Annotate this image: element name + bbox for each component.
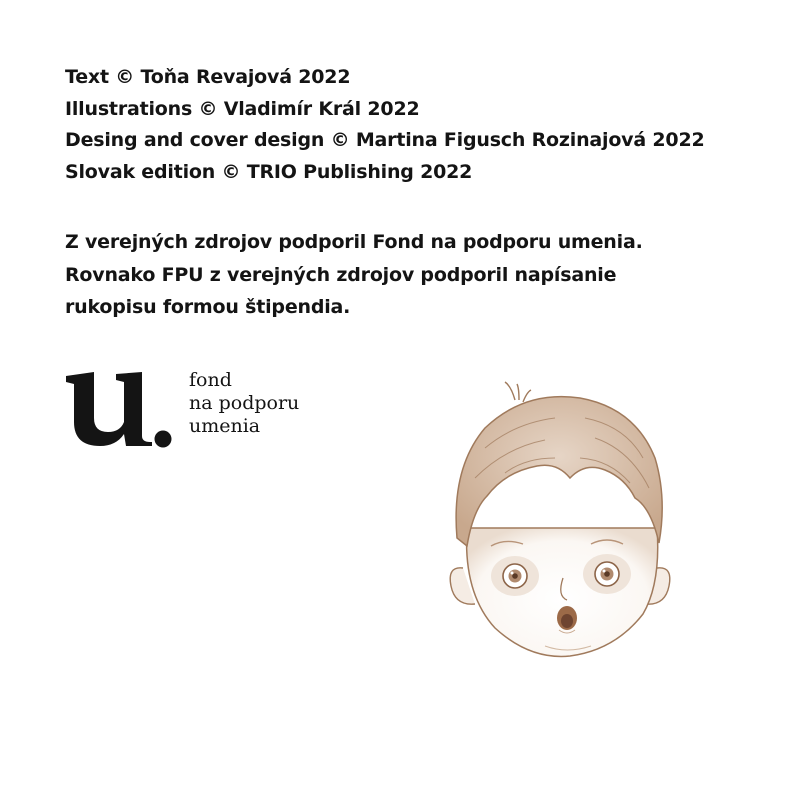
credit-text: Text © Toňa Revajová 2022: [65, 66, 351, 88]
child-face-sketch: [445, 378, 675, 663]
funding-line: rukopisu formou štipendia.: [65, 296, 351, 318]
funding-note: [65, 226, 643, 324]
logo-word: fond: [189, 369, 232, 391]
logo-word: na podporu: [189, 392, 300, 414]
credit-edition: Slovak edition © TRIO Publishing 2022: [65, 160, 473, 183]
funding-line: Rovnako FPU z verejných zdrojov podporil napísanie: [65, 263, 617, 286]
copyright-credits: [65, 62, 704, 188]
funding-line: Z verejných zdrojov podporil Fond na podporu umenia.: [65, 231, 643, 253]
fpu-logo-icon: [64, 366, 179, 456]
credit-design: Desing and cover design © Martina Figusch Rozinajová 2022: [65, 129, 705, 151]
logo-word: umenia: [189, 415, 261, 437]
credit-illustrations: Illustrations © Vladimír Král 2022: [65, 97, 420, 120]
logo-wordmark: [189, 369, 299, 438]
fund-logo: [64, 366, 334, 456]
